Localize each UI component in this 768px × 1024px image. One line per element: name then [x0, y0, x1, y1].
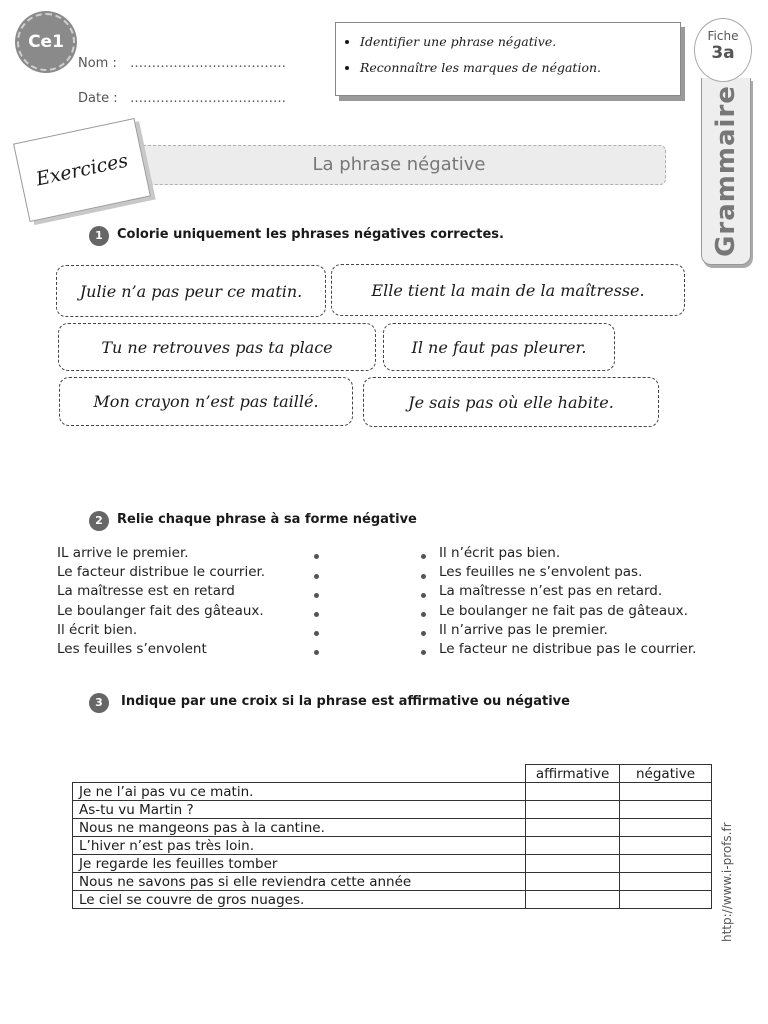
affirmative-checkbox-cell[interactable]	[526, 783, 620, 801]
objective-item: • Identifier une phrase négative.	[360, 29, 680, 55]
affirmative-checkbox-cell[interactable]	[526, 873, 620, 891]
subject-label: Grammaire	[711, 85, 741, 257]
match-right-item: Le facteur ne distribue pas le courrier.	[439, 641, 697, 658]
match-left-item: Le facteur distribue le courrier.	[57, 564, 266, 581]
match-right-item: Les feuilles ne s’envolent pas.	[439, 564, 643, 581]
left-sentences	[57, 544, 265, 659]
match-dot[interactable]	[314, 574, 319, 579]
exercise-number: 2	[89, 511, 109, 531]
sentence-box[interactable]: Il ne faut pas pleurer.	[383, 323, 615, 371]
sentence-box[interactable]: Mon crayon n’est pas taillé.	[59, 377, 353, 426]
page-title: La phrase négative	[132, 145, 666, 185]
subject-tab	[701, 78, 751, 265]
fiche-number: 3a	[711, 43, 735, 63]
sentence-cell: Nous ne savons pas si elle reviendra cette année	[73, 873, 526, 891]
match-right-item: Il n’écrit pas bien.	[439, 545, 561, 561]
sentence-box[interactable]: Julie n’a pas peur ce matin.	[56, 265, 326, 317]
match-dot[interactable]	[421, 631, 426, 636]
negative-checkbox-cell[interactable]	[620, 873, 712, 891]
sentence-box[interactable]: Elle tient la main de la maîtresse.	[331, 264, 685, 316]
sentence-cell: Je ne l’ai pas vu ce matin.	[73, 783, 526, 801]
match-dot[interactable]	[421, 650, 426, 655]
negative-checkbox-cell[interactable]	[620, 801, 712, 819]
sentence-cell: L’hiver n’est pas très loin.	[73, 837, 526, 855]
level-label: Ce1	[28, 32, 64, 52]
table-row	[73, 837, 712, 855]
exercise-number: 1	[89, 226, 109, 246]
affirmative-checkbox-cell[interactable]	[526, 819, 620, 837]
match-right-item: Le boulanger ne fait pas de gâteaux.	[439, 602, 688, 619]
match-dot[interactable]	[421, 593, 426, 598]
table-row	[73, 891, 712, 909]
exercise3-title: Indique par une croix si la phrase est affirmative ou négative	[121, 694, 570, 709]
match-left-item: Le boulanger fait des gâteaux.	[57, 602, 264, 619]
right-sentences	[439, 544, 696, 659]
match-dot[interactable]	[314, 650, 319, 655]
table-corner	[73, 765, 526, 783]
col-header-affirmative: affirmative	[526, 765, 620, 783]
match-left-item: Il écrit bien.	[57, 621, 138, 638]
match-dot[interactable]	[314, 554, 319, 559]
match-dot[interactable]	[314, 612, 319, 617]
source-url[interactable]: http://www.i-profs.fr	[720, 822, 734, 942]
table-row	[73, 801, 712, 819]
table-row	[73, 855, 712, 873]
fiche-badge	[694, 18, 752, 82]
sentence-box[interactable]: Tu ne retrouves pas ta place	[58, 323, 376, 371]
exercise1-title: Colorie uniquement les phrases négatives correctes.	[117, 227, 504, 242]
sentence-cell: Je regarde les feuilles tomber	[73, 855, 526, 873]
affirmative-checkbox-cell[interactable]	[526, 801, 620, 819]
sentence-cell: Nous ne mangeons pas à la cantine.	[73, 819, 526, 837]
fiche-label: Fiche	[707, 29, 739, 43]
date-label: Date :	[78, 91, 118, 106]
negative-checkbox-cell[interactable]	[620, 855, 712, 873]
negative-checkbox-cell[interactable]	[620, 819, 712, 837]
exercises-card	[13, 118, 151, 222]
objective-item: • Reconnaître les marques de négation.	[360, 55, 680, 81]
match-dot[interactable]	[314, 631, 319, 636]
level-badge	[17, 13, 75, 71]
negative-checkbox-cell[interactable]	[620, 837, 712, 855]
exercise2-title: Relie chaque phrase à sa forme négative	[117, 512, 417, 527]
sentence-cell: As-tu vu Martin ?	[73, 801, 526, 819]
negative-checkbox-cell[interactable]	[620, 891, 712, 909]
affirmative-checkbox-cell[interactable]	[526, 837, 620, 855]
affirmative-checkbox-cell[interactable]	[526, 891, 620, 909]
match-right-item: La maîtresse n’est pas en retard.	[439, 583, 663, 600]
match-left-item: IL arrive le premier.	[57, 545, 189, 561]
table-row	[73, 783, 712, 801]
match-right-item: Il n’arrive pas le premier.	[439, 621, 608, 638]
sentence-cell: Le ciel se couvre de gros nuages.	[73, 891, 526, 909]
objectives-panel	[335, 22, 681, 96]
name-label: Nom :	[78, 56, 117, 71]
sentence-box[interactable]: Je sais pas où elle habite.	[363, 377, 659, 427]
match-dot[interactable]	[314, 593, 319, 598]
date-field[interactable]: ………………………………	[130, 91, 286, 106]
match-left-item: Les feuilles s’envolent	[57, 641, 207, 658]
match-dot[interactable]	[421, 612, 426, 617]
answer-table	[72, 764, 712, 909]
match-dot[interactable]	[421, 574, 426, 579]
table-row	[73, 873, 712, 891]
match-dot[interactable]	[421, 554, 426, 559]
negative-checkbox-cell[interactable]	[620, 783, 712, 801]
col-header-negative: négative	[620, 765, 712, 783]
table-header-row	[73, 765, 712, 783]
table-row	[73, 819, 712, 837]
name-field[interactable]: ………………………………	[130, 56, 286, 71]
affirmative-checkbox-cell[interactable]	[526, 855, 620, 873]
exercises-label: Exercices	[34, 149, 130, 191]
exercise-number: 3	[89, 693, 109, 713]
match-left-item: La maîtresse est en retard	[57, 583, 235, 600]
